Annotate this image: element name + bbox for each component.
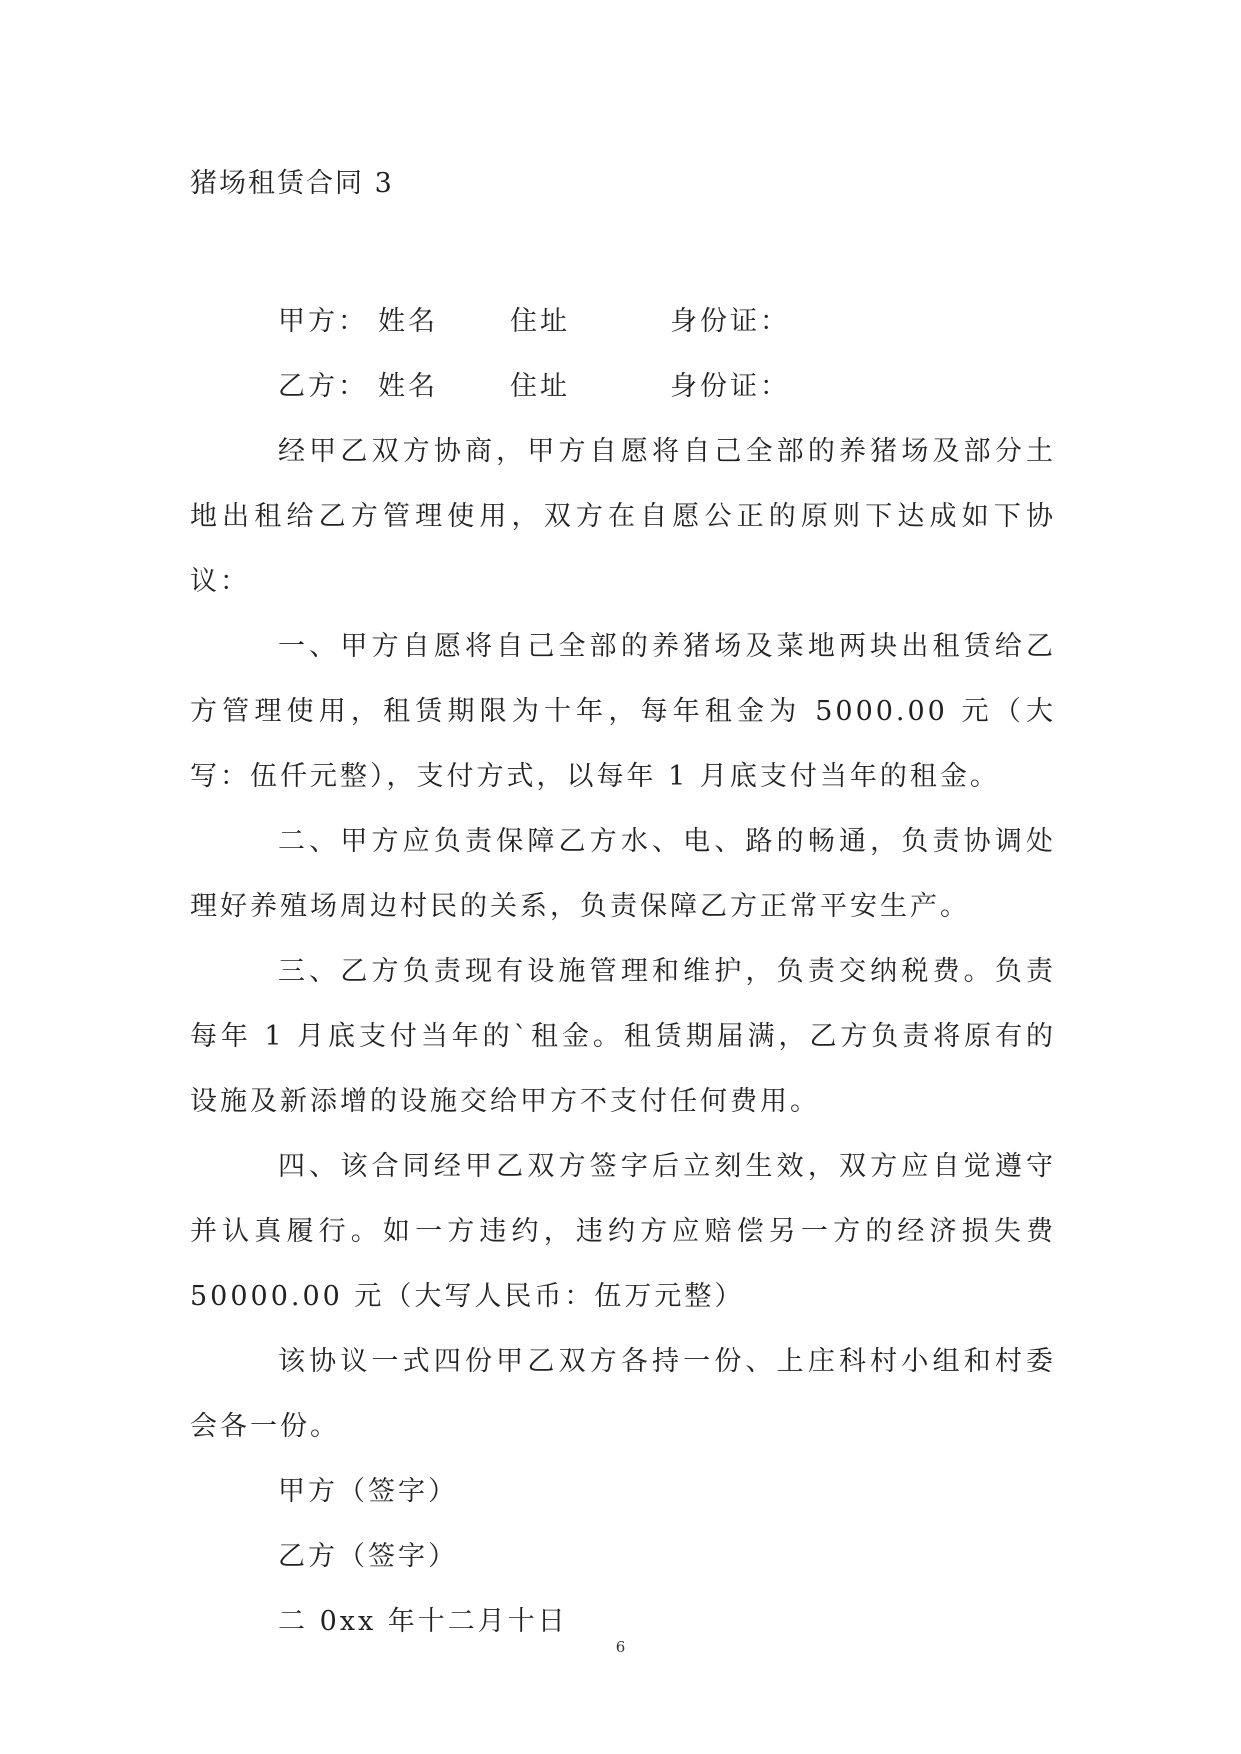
party-b-line [190,354,1056,419]
document-body [190,289,1056,1654]
signature-party-a: 甲方（签字） [278,1476,458,1507]
party-a-id-field: 身份证： [670,306,790,337]
party-b-address-field: 住址 [510,371,570,402]
paragraph-clause-1: 一、甲方自愿将自己全部的养猪场及菜地两块出租赁给乙方管理使用，租赁期限为十年，每年租金为 5000.00 元（大写：伍仟元整），支付方式，以每年 1 月底支付当年的租金。 [190,631,1056,792]
party-b-name-field: 姓名 [378,371,438,402]
paragraph-clause-3: 三、乙方负责现有设施管理和维护，负责交纳税费。负责每年 1 月底支付当年的`租金。租赁期届满，乙方负责将原有的设施及新添增的设施交给甲方不支付任何费用。 [190,956,1056,1117]
party-a-name-field: 姓名 [378,306,438,337]
party-b-id-field: 身份证： [670,371,790,402]
signature-party-b: 乙方（签字） [278,1541,458,1572]
paragraph-intro: 经甲乙双方协商，甲方自愿将自己全部的养猪场及部分土地出租给乙方管理使用，双方在自愿公正的原则下达成如下协议： [190,436,1056,597]
party-a-address-field: 住址 [510,306,570,337]
paragraph-copies: 该协议一式四份甲乙双方各持一份、上庄科村小组和村委会各一份。 [190,1346,1056,1442]
paragraph-clause-4: 四、该合同经甲乙双方签字后立刻生效，双方应自觉遵守并认真履行。如一方违约，违约方应赔偿另一方的经济损失费 50000.00 元（大写人民币：伍万元整） [190,1151,1056,1312]
party-b-label: 乙方： [278,371,368,402]
document-title: 猪场租赁合同 3 [190,168,394,199]
paragraph-clause-2: 二、甲方应负责保障乙方水、电、路的畅通，负责协调处理好养殖场周边村民的关系，负责保障乙方正常平安生产。 [190,826,1056,922]
party-a-line [190,289,1056,354]
contract-date: 二 0xx 年十二月十日 [278,1606,568,1637]
page-number: 6 [615,1638,626,1656]
party-a-label: 甲方： [278,306,368,337]
